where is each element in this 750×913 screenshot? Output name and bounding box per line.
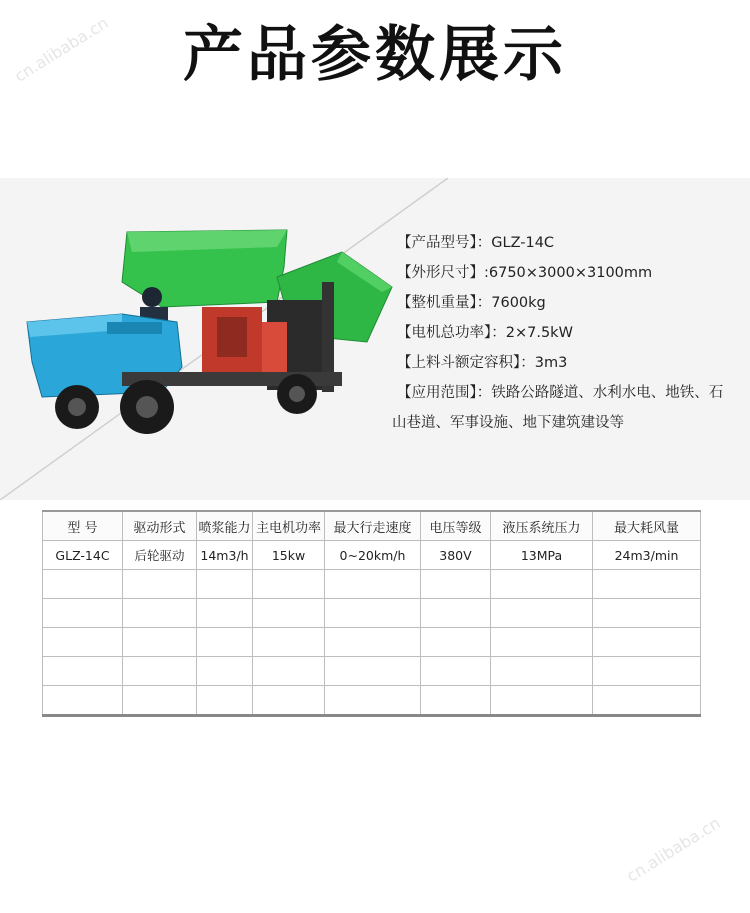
spec-label: 【应用范围】： [397,385,492,401]
table-cell [491,628,593,657]
table-cell [43,657,123,686]
column-header: 最大耗风量 [593,511,701,541]
table-cell [43,599,123,628]
spec-item [397,288,750,318]
table-cell [253,686,325,716]
table-cell [593,599,701,628]
spec-label: 【整机重量】： [397,295,492,311]
table-cell [253,599,325,628]
table-row [43,686,701,716]
table-cell [197,657,253,686]
spec-item [397,318,750,348]
table-cell [325,686,421,716]
column-header: 液压系统压力 [491,511,593,541]
table-cell [491,686,593,716]
column-header: 最大行走速度 [325,511,421,541]
column-header: 电压等级 [421,511,491,541]
table-cell [197,686,253,716]
table-cell: 0~20km/h [325,541,421,570]
table-cell [43,570,123,599]
table-cell [325,628,421,657]
table-cell: 后轮驱动 [123,541,197,570]
page-title: 产品参数展示 [183,20,567,90]
truck-illustration [22,222,402,447]
table-cell [325,657,421,686]
spec-item [397,378,750,408]
parameter-table-wrapper [42,510,700,715]
table-cell: GLZ-14C [43,541,123,570]
spec-value: 铁路公路隧道、水利水电、地铁、石 [491,385,724,401]
table-cell [197,599,253,628]
watermark: cn.alibaba.cn [623,813,724,886]
table-cell [593,686,701,716]
table-cell [593,570,701,599]
table-row [43,541,701,570]
table-cell: 24m3/min [593,541,701,570]
table-row [43,570,701,599]
column-header: 型 号 [43,511,123,541]
column-header: 主电机功率 [253,511,325,541]
spec-value: :6750×3000×3100mm [484,265,653,281]
table-cell [253,570,325,599]
table-cell [421,657,491,686]
table-cell: 15kw [253,541,325,570]
spec-item [397,258,750,288]
spec-label: 【上料斗额定容积】： [397,355,535,371]
spec-value: 7600kg [491,295,546,311]
column-header: 喷浆能力 [197,511,253,541]
spec-list [392,228,750,438]
table-cell [421,686,491,716]
parameter-table [42,510,701,717]
table-cell [491,657,593,686]
column-header: 驱动形式 [123,511,197,541]
table-cell [197,570,253,599]
watermark: cn.alibaba.cn [11,13,112,86]
table-cell [491,599,593,628]
spec-item [397,348,750,378]
table-cell [253,657,325,686]
table-cell [123,599,197,628]
table-cell [421,628,491,657]
spec-value: GLZ-14C [491,235,555,251]
spec-label: 【电机总功率】： [397,325,506,341]
table-cell [43,628,123,657]
table-cell [123,686,197,716]
spec-label: 【产品型号】： [397,235,492,251]
table-row [43,599,701,628]
table-cell [593,657,701,686]
table-header-row [43,511,701,541]
table-cell [325,570,421,599]
table-cell [123,570,197,599]
spec-value: 2×7.5kW [505,325,573,341]
spec-value: 山巷道、军事设施、地下建筑建设等 [392,415,624,431]
table-cell [43,686,123,716]
table-cell [421,570,491,599]
table-cell [197,628,253,657]
table-cell: 380V [421,541,491,570]
table-cell [253,628,325,657]
table-cell [123,657,197,686]
table-cell [325,599,421,628]
spec-label: 【外形尺寸】 [397,265,484,281]
spec-value: 3m3 [534,355,568,371]
spec-item [397,228,750,258]
table-cell [593,628,701,657]
spec-item-continued [392,408,750,438]
table-cell: 14m3/h [197,541,253,570]
table-cell [123,628,197,657]
table-row [43,657,701,686]
table-cell: 13MPa [491,541,593,570]
table-cell [491,570,593,599]
table-cell [421,599,491,628]
table-row [43,628,701,657]
